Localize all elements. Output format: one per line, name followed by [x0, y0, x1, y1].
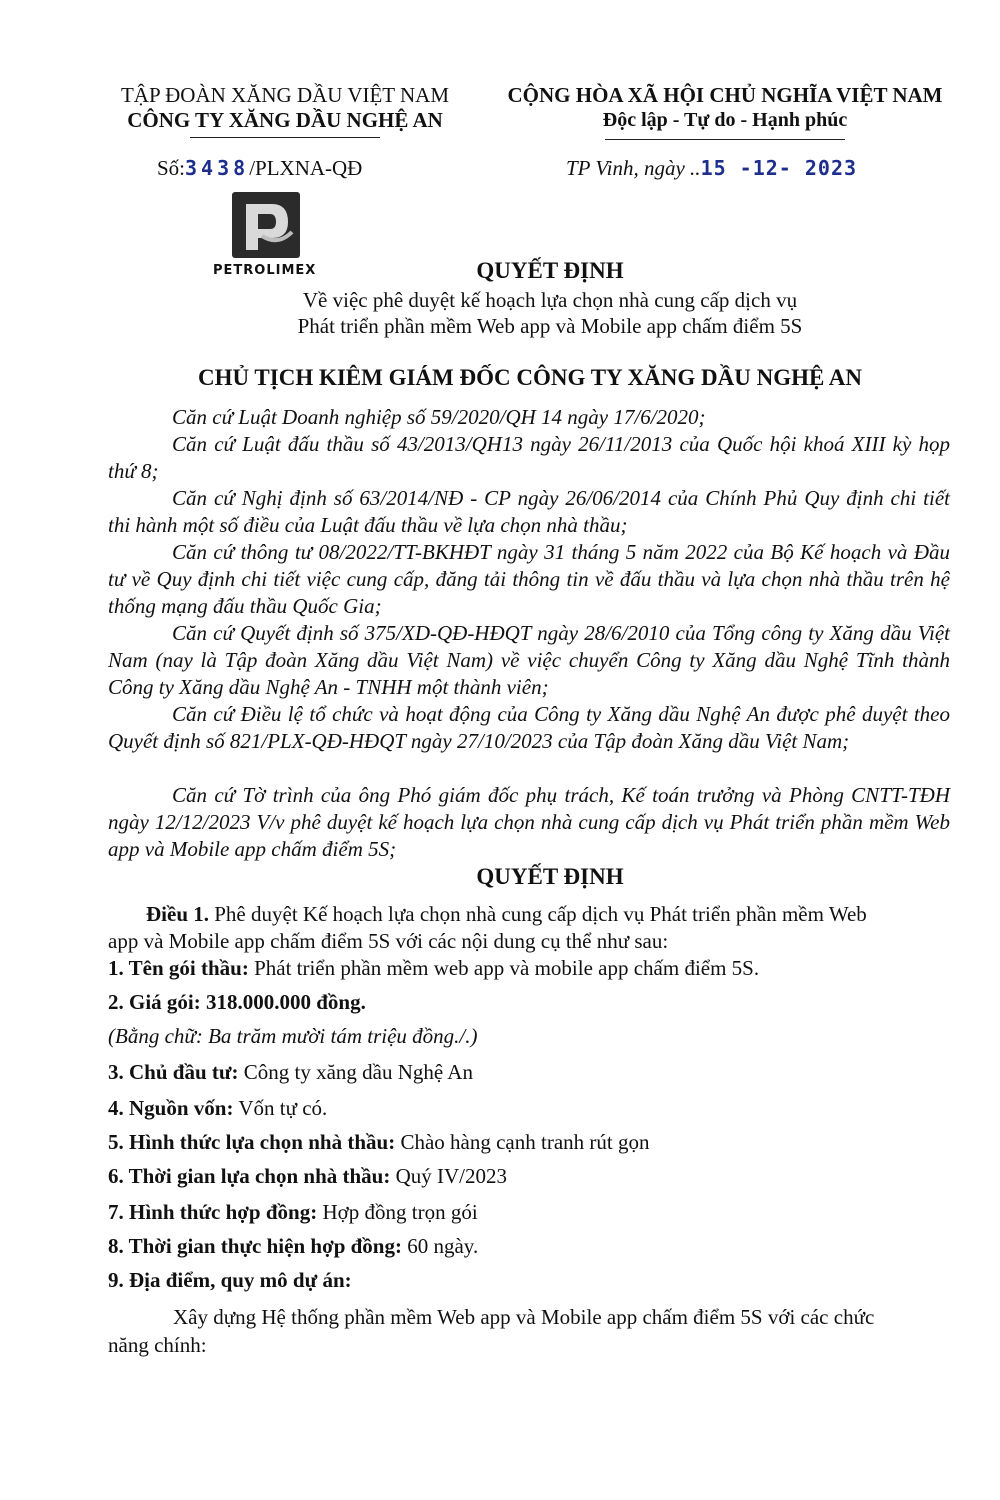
item-investor: 3. Chủ đầu tư: Công ty xăng dầu Nghệ An [108, 1060, 473, 1084]
country-name: CỘNG HÒA XÃ HỘI CHỦ NGHĨA VIỆT NAM [507, 83, 943, 107]
item-package-name: 1. Tên gói thầu: Phát triển phần mềm web app và mobile app chấm điểm 5S. [108, 956, 760, 980]
scope-line-1: Xây dựng Hệ thống phần mềm Web app và Mobile app chấm điểm 5S với các chức [173, 1305, 875, 1329]
item-location-scope: 9. Địa điểm, quy mô dự án: [108, 1268, 352, 1292]
petrolimex-logo-icon [232, 192, 300, 258]
place-date-prefix: TP Vinh, ngày .. [566, 156, 701, 180]
motto: Độc lập - Tự do - Hạnh phúc [602, 109, 848, 131]
motto-underline [605, 139, 845, 140]
subject-line-1: Về việc phê duyệt kế hoạch lựa chọn nhà cung cấp dịch vụ [302, 288, 798, 312]
scope-line-2: năng chính: [108, 1333, 207, 1357]
item-package-price: 2. Giá gói: 318.000.000 đồng. [108, 990, 366, 1014]
doc-number-prefix: Số: [157, 156, 186, 180]
article-1-label: Điều 1. [146, 902, 209, 926]
org-name: CÔNG TY XĂNG DẦU NGHỆ AN [127, 108, 443, 132]
article-1-line-2: app và Mobile app chấm điểm 5S với các nội dung cụ thể như sau: [108, 929, 669, 953]
basis-7: Căn cứ Tờ trình của ông Phó giám đốc phụ trách, Kế toán trưởng và Phòng CNTT-TĐH ngày 12/12/2023 V/v phê duyệt kế hoạch lựa chọn nhà cung cấp dịch vụ Phát triển phần mềm Web app và Mobile app chấm điểm 5S; [108, 783, 950, 861]
authority-title: CHỦ TỊCH KIÊM GIÁM ĐỐC CÔNG TY XĂNG DẦU NGHỆ AN [197, 365, 863, 390]
place-date [566, 156, 857, 181]
basis-4: Căn cứ thông tư 08/2022/TT-BKHĐT ngày 31 tháng 5 năm 2022 của Bộ Kế hoạch và Đầu tư về Quy định chi tiết việc cung cấp, đăng tải thông tin về đấu thầu và lựa chọn nhà thầu trên hệ thống mạng đấu thầu Quốc Gia; [108, 540, 950, 618]
item-selection-method: 5. Hình thức lựa chọn nhà thầu: Chào hàng cạnh tranh rút gọn [108, 1130, 650, 1154]
basis-5: Căn cứ Quyết định số 375/XD-QĐ-HĐQT ngày 28/6/2010 của Tổng công ty Xăng dầu Việt Nam (nay là Tập đoàn Xăng dầu Việt Nam) về việc chuyển Công ty Xăng dầu Nghệ Tĩnh thành Công ty Xăng dầu Nghệ An - TNHH một thành viên; [108, 621, 950, 699]
date-handwritten: 15 -12- 2023 [700, 156, 858, 180]
doc-number-handwritten: 3438 [185, 156, 250, 180]
petrolimex-logo [232, 192, 300, 258]
item-selection-time: 6. Thời gian lựa chọn nhà thầu: Quý IV/2023 [108, 1164, 508, 1188]
article-1-line-1: Điều 1. Phê duyệt Kế hoạch lựa chọn nhà cung cấp dịch vụ Phát triển phần mềm Web [146, 902, 867, 926]
doc-number [157, 156, 362, 181]
doc-number-suffix: /PLXNA-QĐ [249, 156, 363, 180]
subject-line-2: Phát triển phần mềm Web app và Mobile app chấm điểm 5S [297, 314, 803, 338]
petrolimex-logo-text: PETROLIMEX [213, 263, 317, 278]
item-capital-source: 4. Nguồn vốn: Vốn tự có. [108, 1096, 328, 1120]
item-contract-type: 7. Hình thức hợp đồng: Hợp đồng trọn gói [108, 1200, 478, 1224]
org-parent: TẬP ĐOÀN XĂNG DẦU VIỆT NAM [120, 83, 450, 107]
org-underline [190, 137, 380, 138]
basis-2: Căn cứ Luật đấu thầu số 43/2013/QH13 ngày 26/11/2013 của Quốc hội khoá XIII kỳ họp thứ 8; [108, 432, 950, 483]
decision-heading: QUYẾT ĐỊNH [476, 864, 624, 889]
item-contract-duration: 8. Thời gian thực hiện hợp đồng: 60 ngày. [108, 1234, 479, 1258]
decision-title: QUYẾT ĐỊNH [476, 258, 624, 283]
basis-1: Căn cứ Luật Doanh nghiệp số 59/2020/QH 14 ngày 17/6/2020; [172, 405, 706, 429]
item-price-in-words: (Bằng chữ: Ba trăm mười tám triệu đồng./.) [108, 1024, 478, 1048]
basis-3: Căn cứ Nghị định số 63/2014/NĐ - CP ngày 26/06/2014 của Chính Phủ Quy định chi tiết thi hành một số điều của Luật đấu thầu về lựa chọn nhà thầu; [108, 486, 950, 537]
basis-6: Căn cứ Điều lệ tổ chức và hoạt động của Công ty Xăng dầu Nghệ An được phê duyệt theo Quyết định số 821/PLX-QĐ-HĐQT ngày 27/10/2023 của Tập đoàn Xăng dầu Việt Nam; [108, 702, 950, 753]
